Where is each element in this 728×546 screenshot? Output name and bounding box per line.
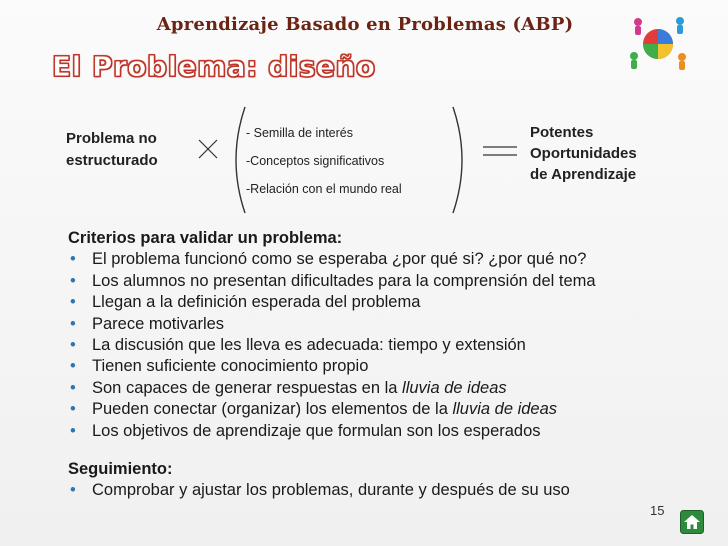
bullet-icon: • xyxy=(70,336,76,355)
feature-item: -Conceptos significativos xyxy=(246,154,385,168)
formula-right-term xyxy=(530,122,680,185)
criteria-title: Criterios para validar un problema: xyxy=(68,229,343,247)
list-item: • Comprobar y ajustar los problemas, durante y después de su uso xyxy=(68,480,708,501)
list-item: • Llegan a la definición esperada del problema xyxy=(68,292,708,313)
formula-left-term xyxy=(66,128,196,172)
list-item: • Pueden conectar (organizar) los elementos de la lluvia de ideas xyxy=(68,399,708,420)
feature-item: -Relación con el mundo real xyxy=(246,182,402,196)
bullet-icon: • xyxy=(70,421,76,440)
equals-sign-icon xyxy=(482,144,518,158)
list-item: • Los alumnos no presentan dificultades para la comprensión del tema xyxy=(68,271,708,292)
list-item: • Parece motivarles xyxy=(68,314,708,335)
formula-right-line3: de Aprendizaje xyxy=(530,166,637,183)
bullet-icon: • xyxy=(70,400,76,419)
bullet-icon: • xyxy=(70,314,76,333)
body-text xyxy=(68,228,708,502)
list-item: • La discusión que les lleva es adecuada: tiempo y extensión xyxy=(68,335,708,356)
home-icon[interactable] xyxy=(680,510,704,534)
formula-features xyxy=(246,124,402,208)
italic-term: lluvia de ideas xyxy=(452,400,558,419)
multiply-sign-icon xyxy=(197,138,219,160)
bullet-icon: • xyxy=(70,378,76,397)
page-number: 15 xyxy=(650,503,665,518)
bullet-icon: • xyxy=(70,250,76,269)
formula-left-line2: estructurado xyxy=(66,152,158,169)
list-item: • Los objetivos de aprendizaje que formulan son los esperados xyxy=(68,421,708,442)
bullet-icon: • xyxy=(70,271,76,290)
bullet-icon: • xyxy=(70,293,76,312)
puzzle-people-logo-icon xyxy=(626,12,690,72)
bullet-icon: • xyxy=(70,481,76,500)
slide-top-title: Aprendizaje Basado en Problemas (ABP) xyxy=(156,14,574,35)
followup-list xyxy=(68,480,708,501)
followup-title: Seguimiento: xyxy=(68,460,173,479)
feature-item: - Semilla de interés xyxy=(246,126,353,140)
list-item: • El problema funcionó como se esperaba ¿por qué si? ¿por qué no? xyxy=(68,249,708,270)
criteria-list xyxy=(68,249,708,442)
formula-right-line2: Oportunidades xyxy=(530,145,637,162)
bullet-icon: • xyxy=(70,357,76,376)
list-item: • Son capaces de generar respuestas en la lluvia de ideas xyxy=(68,378,708,399)
list-item: • Tienen suficiente conocimiento propio xyxy=(68,356,708,377)
italic-term: lluvia de ideas xyxy=(402,378,507,397)
slide-heading: El Problema: diseño xyxy=(52,50,376,83)
formula-right-line1: Potentes xyxy=(530,124,594,141)
spacer xyxy=(68,442,708,459)
formula-left-line1: Problema no xyxy=(66,130,157,147)
